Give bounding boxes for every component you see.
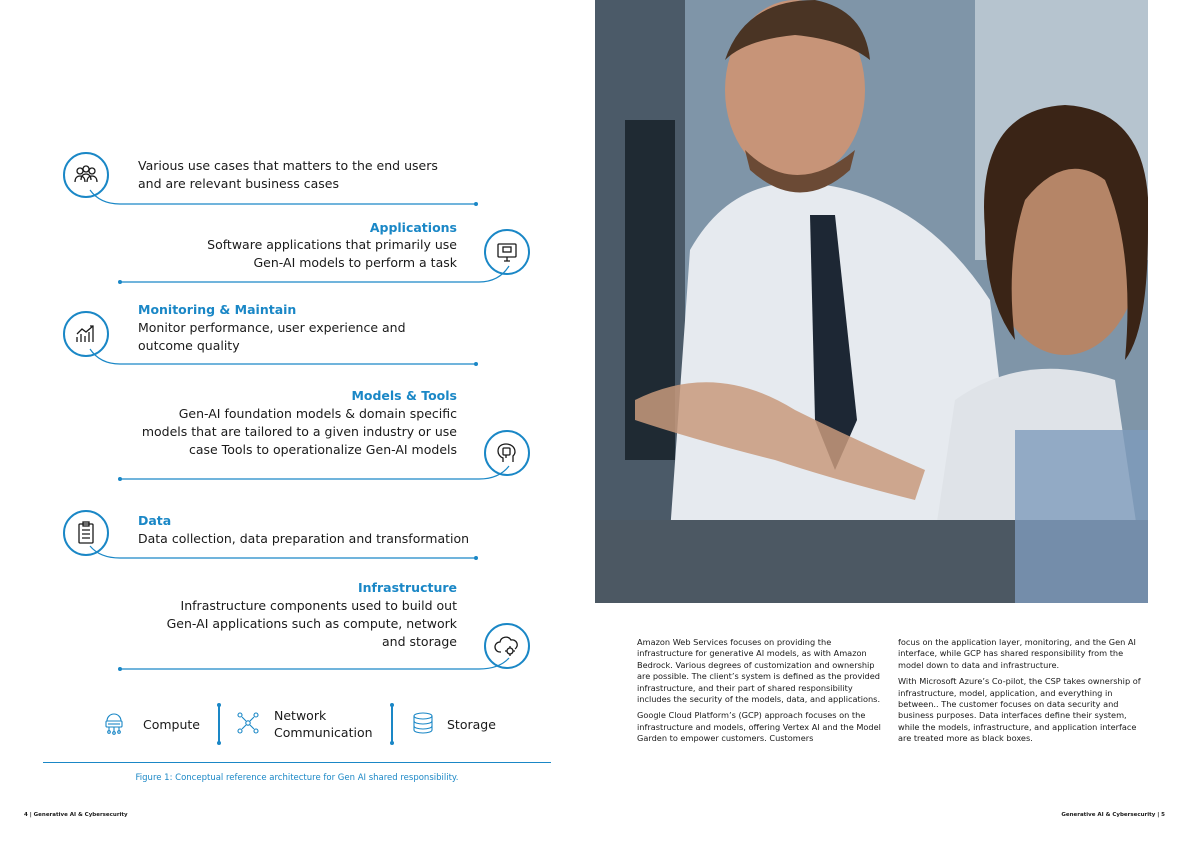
network-icon: [235, 710, 261, 736]
storage-label: Storage: [447, 717, 496, 732]
body-paragraph: With Microsoft Azure’s Co-pilot, the CSP takes ownership of infrastructure, model, application, and everything in between.. The customer focuses on data security and business purposes. Data interfaces define their system, while the models, infrastructure, and application interface are treated more as black boxes.: [898, 676, 1141, 744]
footer-left: 4 | Generative AI & Cybersecurity: [24, 812, 128, 818]
infra-divider-1-dot-top: [217, 703, 221, 707]
infra-divider-2-dot-top: [390, 703, 394, 707]
caption-rule: [43, 762, 551, 763]
layer-applications-title: Applications: [369, 220, 457, 235]
infra-divider-2: [391, 705, 393, 742]
layer-use-cases-desc: Various use cases that matters to the end users and are relevant business cases: [138, 158, 438, 191]
layer-swoosh-4: [90, 546, 482, 566]
body-column-1: [637, 637, 887, 750]
layer-swoosh-1: [117, 266, 509, 286]
compute-icon: [99, 708, 129, 738]
body-column-2: [898, 637, 1150, 750]
infra-divider-1: [218, 705, 220, 742]
layer-infrastructure-title: Infrastructure: [358, 580, 457, 595]
layer-swoosh-5: [117, 658, 509, 678]
infra-divider-1-dot-bottom: [217, 741, 221, 745]
network-communication-label: Network Communication: [274, 708, 373, 740]
layer-models-desc: Gen-AI foundation models & domain specific models that are tailored to a given industry or use case Tools to operationalize Gen-AI models: [141, 406, 457, 457]
body-paragraph: Google Cloud Platform’s (GCP) approach focuses on the infrastructure and models, offering Vertex AI and the Model Garden to empower customers. Customers: [637, 710, 881, 744]
storage-icon: [410, 710, 436, 736]
infra-divider-2-dot-bottom: [390, 741, 394, 745]
layer-monitoring-desc: Monitor performance, user experience and outcome quality: [138, 320, 406, 353]
body-paragraph: focus on the application layer, monitoring, and the Gen AI interface, while GCP has shared responsibility from the model down to data and infrastructure.: [898, 637, 1136, 670]
layer-applications-desc: Software applications that primarily use Gen-AI models to perform a task: [207, 237, 457, 270]
layer-models-title: Models & Tools: [351, 388, 457, 403]
layer-monitoring-title: Monitoring & Maintain: [138, 302, 297, 317]
layer-data-desc: Data collection, data preparation and transformation: [138, 531, 470, 546]
body-paragraph: Amazon Web Services focuses on providing the infrastructure for generative AI models, as with Amazon Bedrock. Various degrees of customization and ownership are possible. The client’s system is defined as the provided infrastructure, and their part of shared responsibility includes the security of the models, data, and applications.: [637, 637, 881, 705]
layer-swoosh-3: [117, 466, 509, 486]
layer-infrastructure-desc: Infrastructure components used to build out Gen-AI applications such as compute, network and storage: [166, 598, 457, 649]
office-photo: [595, 0, 1148, 603]
layer-swoosh-0: [90, 190, 482, 210]
footer-right: Generative AI & Cybersecurity | 5: [1061, 812, 1165, 818]
layer-data-title: Data: [138, 513, 172, 528]
layer-swoosh-2: [90, 349, 482, 369]
figure-caption: Figure 1: Conceptual reference architecture for Gen AI shared responsibility.: [135, 773, 459, 783]
compute-label: Compute: [143, 717, 201, 732]
